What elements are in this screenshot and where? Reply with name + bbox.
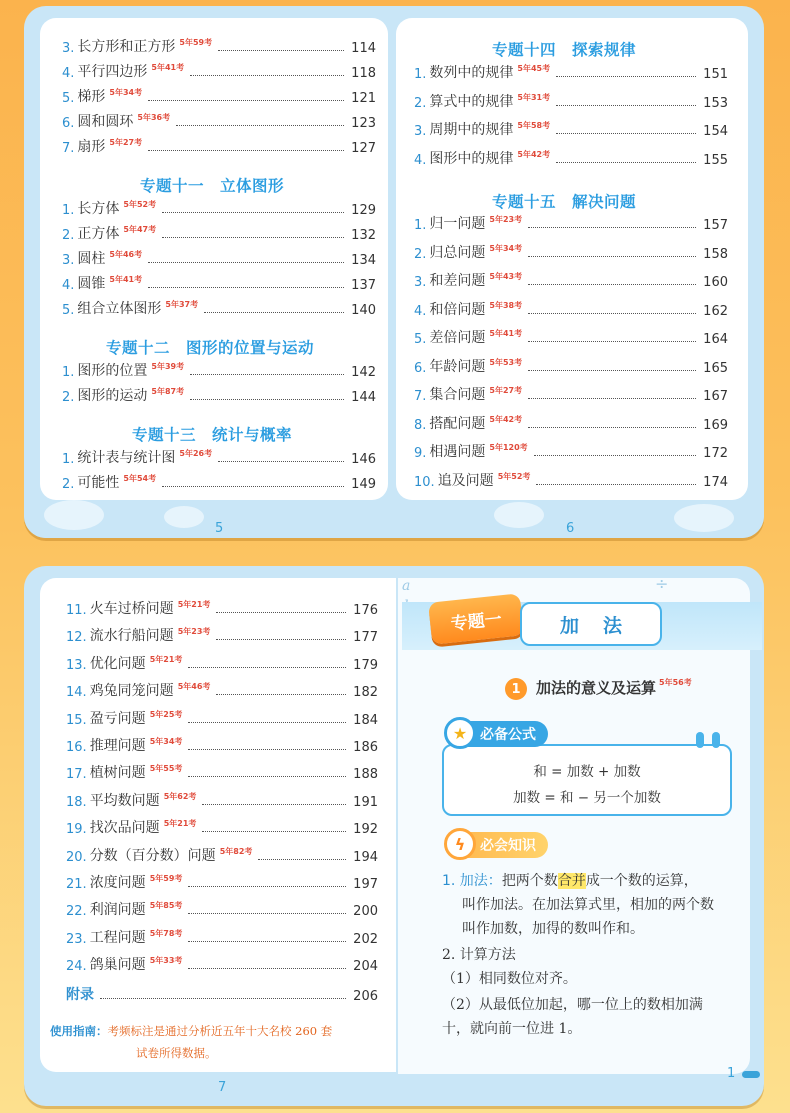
toc-row (414, 468, 728, 490)
cloud-shape (164, 506, 204, 528)
toc-row-number: 13. (66, 657, 87, 673)
toc-row-page: 144 (351, 390, 376, 405)
toc-row-number: 19. (66, 822, 87, 838)
frequency-badge: 5年27考 (109, 138, 143, 147)
toc-row-title: 搭配问题 (429, 415, 486, 432)
toc-row-title: 找次品问题 (89, 820, 160, 837)
toc-row-page: 142 (351, 365, 376, 380)
toc-row-title: 推理问题 (89, 738, 146, 754)
knowledge-line: （1）相同数位对齐。 (442, 971, 577, 987)
toc-row (66, 678, 378, 700)
lesson-number-badge: 1 (505, 678, 527, 700)
toc-row (66, 623, 378, 645)
leader-dots (528, 313, 696, 314)
toc-row-number: 2. (62, 477, 75, 492)
toc-row (62, 84, 376, 106)
toc-row-title: 集合问题 (429, 387, 486, 403)
toc-row-title: 数列中的规律 (429, 65, 514, 81)
toc-row-number: 7. (62, 141, 75, 156)
leader-dots (190, 75, 344, 76)
toc-row-page: 121 (351, 91, 376, 106)
toc-row-title: 梯形 (77, 89, 106, 105)
cloud-footer (24, 494, 764, 538)
leader-dots (218, 50, 344, 51)
leader-dots (216, 694, 346, 695)
leader-dots (190, 374, 344, 375)
toc-row-page: 154 (703, 124, 728, 139)
toc-row-title: 工程问题 (89, 929, 146, 946)
toc-row-number: 10. (414, 474, 435, 490)
frequency-badge: 5年43考 (489, 272, 523, 281)
toc-row-title: 算式中的规律 (429, 93, 514, 110)
toc-row-page: 192 (353, 822, 378, 838)
topic-heading-14: 专题十四 探索规律 (492, 41, 637, 59)
toc-row-title: 归总问题 (429, 244, 486, 261)
toc-row-number: 2. (62, 390, 75, 405)
leader-dots (556, 105, 696, 106)
leader-dots (148, 287, 344, 288)
toc-row-title: 流水行船问题 (89, 628, 174, 645)
toc-row-page: 146 (351, 452, 376, 467)
toc-row (414, 382, 728, 404)
frequency-badge: 5年41考 (489, 329, 523, 338)
leader-dots (202, 831, 346, 832)
page-number-right: 6 (566, 521, 575, 536)
leader-dots (258, 859, 346, 860)
toc-row-page: 114 (351, 41, 376, 56)
toc-row (62, 445, 376, 467)
leader-dots (556, 162, 696, 163)
frequency-badge: 5年87考 (151, 387, 185, 396)
toc-row-page: 155 (703, 152, 728, 168)
formula-line: 和 = 加数 + 加数 (533, 764, 641, 780)
frequency-badge: 5年59考 (179, 38, 213, 47)
math-decoration: a (402, 578, 411, 594)
frequency-badge: 5年33考 (149, 956, 183, 966)
leader-dots (162, 237, 344, 238)
toc-row-number: 5. (62, 91, 75, 106)
toc-row-page: 165 (703, 360, 728, 376)
frequency-badge: 5年58考 (517, 121, 551, 130)
toc-row-number: 7. (414, 389, 427, 404)
topic-heading-15: 专题十五 解决问题 (492, 193, 637, 211)
toc-row-title: 统计表与统计图 (77, 450, 176, 466)
toc-row (62, 296, 376, 318)
leader-dots (188, 776, 346, 777)
toc-row (66, 788, 378, 810)
toc-row-title: 长方体 (77, 201, 120, 217)
toc-row-title: 相遇问题 (429, 444, 486, 460)
toc-row (62, 470, 376, 492)
toc-row-title: 圆锥 (77, 276, 106, 292)
knowledge-line: 十，就向前一位进 1。 (442, 1021, 582, 1037)
toc-row-page: 164 (703, 332, 728, 347)
frequency-badge: 5年42考 (489, 414, 523, 424)
toc-row (414, 211, 728, 233)
leader-dots (528, 398, 696, 399)
frequency-badge: 5年34考 (489, 243, 523, 253)
toc-row-page: 204 (353, 959, 378, 975)
toc-row-page: 182 (353, 685, 378, 701)
toc-row-number: 17. (66, 767, 87, 783)
toc-row-title: 浓度问题 (89, 875, 146, 891)
topic-heading-12: 专题十二 图形的位置与运动 (106, 339, 315, 357)
toc-row (62, 196, 376, 218)
toc-row-page: 188 (353, 767, 378, 783)
toc-row (62, 109, 376, 131)
knowledge-heading: 2. 计算方法 (442, 947, 516, 963)
toc-row (414, 325, 728, 347)
toc-row (62, 134, 376, 156)
leader-dots (188, 886, 346, 887)
frequency-badge: 5年23考 (177, 627, 211, 637)
frequency-badge: 5年25考 (149, 709, 183, 719)
toc-row-number: 6. (62, 116, 75, 131)
toc-row-number: 3. (414, 275, 427, 290)
frequency-badge: 5年46考 (109, 250, 143, 259)
toc-row (414, 60, 728, 82)
toc-row-title: 追及问题 (437, 472, 494, 489)
leader-dots (534, 455, 696, 456)
toc-row-number: 3. (62, 253, 75, 268)
toc-row-page: 157 (703, 218, 728, 233)
frequency-badge: 5年34考 (149, 737, 183, 746)
toc-row-page: 134 (351, 253, 376, 268)
frequency-badge: 5年46考 (177, 682, 211, 692)
leader-dots (204, 312, 344, 313)
toc-row-title: 差倍问题 (429, 330, 486, 346)
frequency-badge: 5年39考 (151, 362, 185, 371)
toc-row-number: 16. (66, 740, 87, 755)
leader-dots (190, 399, 344, 400)
formula-line: 加数 = 和 − 另一个加数 (513, 790, 661, 806)
toc-row (66, 760, 378, 782)
toc-row-title: 正方体 (77, 226, 120, 242)
toc-row-page: 118 (351, 66, 376, 81)
toc-row (62, 383, 376, 405)
leader-dots (162, 212, 344, 213)
leader-dots (188, 749, 346, 750)
lesson-title: 加法的意义及运算 $^{5年56考}$ (536, 678, 692, 697)
toc-row-number: 1. (414, 218, 427, 233)
toc-row (62, 34, 376, 56)
frequency-badge: 5年62考 (163, 791, 197, 801)
toc-row (66, 733, 378, 755)
toc-row-title: 周期中的规律 (429, 122, 514, 138)
toc-row-page: 140 (351, 303, 376, 318)
leader-dots (218, 461, 344, 462)
leader-dots (162, 486, 344, 487)
knowledge-line: 叫作加数，加得的数叫作和。 (462, 921, 644, 937)
page-tab-mark (742, 1071, 760, 1078)
toc-row-number: 5. (414, 332, 427, 347)
toc-row-title: 盈亏问题 (89, 710, 146, 727)
toc-row-page: 137 (351, 278, 376, 293)
toc-row (414, 89, 728, 111)
toc-row-number: 4. (62, 278, 75, 293)
toc-row-title: 圆和圆环 (77, 114, 134, 130)
toc-row-page: 158 (703, 246, 728, 262)
page-number-left: 5 (215, 521, 224, 536)
leader-dots (148, 100, 344, 101)
toc-row-title: 长方形和正方形 (77, 39, 176, 55)
toc-row-page: 160 (703, 275, 728, 290)
toc-row (414, 297, 728, 319)
toc-row-number: 15. (66, 712, 87, 728)
toc-row-number: 1. (414, 67, 427, 82)
toc-row-page: 167 (703, 389, 728, 404)
usage-guide: 使用指南：考频标注是通过分析近五年十大名校 260 套 试卷所得数据。 (50, 1024, 333, 1060)
toc-row (66, 651, 378, 673)
topic-heading-13: 专题十三 统计与概率 (132, 426, 293, 444)
toc-row (62, 59, 376, 81)
toc-row-number: 22. (66, 904, 87, 920)
leader-dots (528, 227, 696, 228)
formula-box (442, 744, 732, 816)
frequency-badge: 5年41考 (151, 63, 185, 72)
toc-row-page: 151 (703, 67, 728, 82)
frequency-badge: 5年59考 (149, 874, 183, 883)
toc-row-number: 24. (66, 959, 87, 975)
frequency-badge: 5年27考 (489, 386, 523, 395)
frequency-badge: 5年21考 (149, 654, 183, 664)
frequency-badge: 5年36考 (137, 113, 171, 122)
frequency-badge: 5年82考 (219, 846, 253, 856)
leader-dots (188, 722, 346, 723)
toc-row (66, 925, 378, 947)
toc-row-title: 图形的运动 (77, 388, 148, 404)
toc-row-title: 年龄问题 (429, 358, 486, 375)
leader-dots (216, 612, 346, 613)
toc-row (66, 870, 378, 892)
leader-dots (176, 125, 344, 126)
frequency-badge: 5年78考 (149, 928, 183, 938)
toc-row (62, 358, 376, 380)
toc-row-number: 12. (66, 630, 87, 646)
leader-dots (188, 913, 346, 914)
leader-dots (528, 284, 696, 285)
leader-dots (216, 639, 346, 640)
toc-row (414, 354, 728, 376)
knowledge-line: （2）从最低位加起，哪一位上的数相加满 (442, 997, 703, 1013)
toc-row-number: 9. (414, 446, 427, 461)
toc-row-title: 利润问题 (89, 902, 146, 919)
frequency-badge: 5年21考 (177, 600, 211, 609)
toc-row-title: 图形中的规律 (429, 150, 514, 167)
toc-row (414, 411, 728, 433)
toc-row-page: 179 (353, 657, 378, 673)
toc-row-page: 200 (353, 904, 378, 920)
toc-row (414, 146, 728, 168)
toc-row-number: 23. (66, 931, 87, 947)
toc-row (66, 815, 378, 837)
frequency-badge: 5年53考 (489, 357, 523, 367)
toc-row-page: 184 (353, 712, 378, 728)
toc-row-page: 127 (351, 141, 376, 156)
page-number-left-2: 7 (218, 1080, 227, 1095)
topic-heading-11: 专题十一 立体图形 (140, 177, 285, 195)
topic-tag: 专题一 (428, 593, 524, 644)
knowledge-tag: ϟ 必会知识 (450, 832, 548, 858)
frequency-badge: 5年23考 (489, 215, 523, 224)
toc-row-number: 2. (62, 228, 75, 243)
toc-row-number: 3. (414, 124, 427, 139)
frequency-badge: 5年41考 (109, 275, 143, 284)
leader-dots (528, 370, 696, 371)
leader-dots (528, 427, 696, 428)
toc-row-number: 4. (414, 303, 427, 319)
toc-row-number: 5. (62, 303, 75, 318)
toc-row-page: 186 (353, 740, 378, 755)
toc-row (66, 706, 378, 728)
toc-row-page: 153 (703, 95, 728, 111)
toc-row-number: 4. (414, 152, 427, 168)
toc-row-number: 11. (66, 603, 87, 618)
toc-row-title: 火车过桥问题 (89, 601, 174, 617)
toc-row-title: 平行四边形 (77, 64, 148, 80)
toc-row-number: 14. (66, 685, 87, 701)
toc-row-page: 169 (703, 417, 728, 433)
toc-row-title: 鸽巢问题 (89, 957, 146, 974)
toc-row (414, 439, 728, 461)
toc-row-number: 6. (414, 360, 427, 376)
toc-row-page: 176 (353, 603, 378, 618)
toc-row-page: 172 (703, 446, 728, 461)
leader-dots (528, 256, 696, 257)
toc-row (66, 897, 378, 919)
toc-row-number: 18. (66, 794, 87, 810)
leader-dots (188, 667, 346, 668)
page-number-right-2: 1 (727, 1066, 736, 1081)
leader-dots (556, 133, 696, 134)
toc-row-page: 129 (351, 203, 376, 218)
toc-row-page: 132 (351, 228, 376, 243)
toc-row (66, 952, 378, 974)
toc-row-page: 174 (703, 474, 728, 490)
toc-row-page: 177 (353, 630, 378, 646)
knowledge-line: 叫作加法。在加法算式里，相加的两个数 (462, 897, 714, 913)
toc-row-title: 优化问题 (89, 655, 146, 672)
toc-row-appendix: 附录 206 (66, 987, 378, 1004)
toc-row-number: 3. (62, 41, 75, 56)
toc-row-number: 1. (62, 452, 75, 467)
toc-row (414, 117, 728, 139)
cloud-shape (44, 500, 104, 530)
frequency-badge: 5年42考 (517, 149, 551, 159)
frequency-badge: 5年54考 (123, 474, 157, 483)
frequency-badge: 5年85考 (149, 901, 183, 911)
toc-row-number: 1. (62, 203, 75, 218)
toc-row-page: 194 (353, 849, 378, 865)
toc-row-title: 分数（百分数）问题 (89, 847, 216, 864)
cloud-shape (674, 504, 734, 532)
toc-row-page: 162 (703, 303, 728, 319)
frequency-badge: 5年45考 (517, 64, 551, 73)
toc-row-title: 组合立体图形 (77, 301, 162, 317)
frequency-badge: 5年55考 (149, 764, 183, 774)
toc-row (414, 268, 728, 290)
toc-row (62, 271, 376, 293)
leader-dots (188, 968, 346, 969)
toc-row-number: 8. (414, 417, 427, 433)
cloud-shape (494, 502, 544, 528)
leader-dots (202, 804, 346, 805)
knowledge-line: 1. 加法：把两个数合并成一个数的运算， (442, 873, 698, 889)
toc-row-page: 149 (351, 477, 376, 492)
toc-row-title: 归一问题 (429, 216, 486, 232)
toc-row-title: 图形的位置 (77, 363, 148, 379)
toc-row-title: 植树问题 (89, 765, 146, 782)
toc-row-title: 可能性 (77, 475, 120, 491)
toc-row-title: 平均数问题 (89, 792, 160, 809)
formula-tag: ★ 必备公式 (450, 721, 548, 747)
math-decoration: ÷ (655, 574, 669, 593)
leader-dots (148, 262, 344, 263)
toc-row (62, 221, 376, 243)
frequency-badge: 5年26考 (179, 449, 213, 458)
frequency-badge: 5年47考 (123, 225, 157, 234)
leader-dots (536, 484, 696, 485)
toc-row-page: 197 (353, 877, 378, 892)
toc-row-page: 123 (351, 116, 376, 131)
toc-row-page: 191 (353, 794, 378, 810)
toc-row (66, 843, 378, 865)
topic-title: 加法 (520, 602, 662, 646)
frequency-badge: 5年37考 (165, 300, 199, 309)
toc-row-title: 和倍问题 (429, 301, 486, 318)
frequency-badge: 5年120考 (489, 443, 528, 452)
toc-row-number: 2. (414, 246, 427, 262)
leader-dots (556, 76, 696, 77)
toc-row-title: 鸡兔同笼问题 (89, 683, 174, 700)
frequency-badge: 5年21考 (163, 819, 197, 829)
leader-dots (188, 941, 346, 942)
toc-row (66, 596, 378, 618)
frequency-badge: 5年52考 (123, 200, 157, 209)
star-icon: ★ (444, 717, 476, 749)
frequency-badge: 5年31考 (517, 92, 551, 102)
toc-row-title: 扇形 (77, 139, 106, 155)
toc-row-number: 21. (66, 877, 87, 892)
toc-row-title: 圆柱 (77, 251, 106, 267)
toc-row (62, 246, 376, 268)
toc-row-number: 20. (66, 849, 87, 865)
toc-row-title: 和差问题 (429, 273, 486, 289)
toc-row (414, 240, 728, 262)
frequency-badge: 5年34考 (109, 88, 143, 97)
toc-row-number: 1. (62, 365, 75, 380)
toc-row-number: 4. (62, 66, 75, 81)
leader-dots (528, 341, 696, 342)
frequency-badge: 5年38考 (489, 300, 523, 310)
leader-dots (148, 150, 344, 151)
toc-row-number: 2. (414, 95, 427, 111)
toc-row-page: 202 (353, 931, 378, 947)
lightning-icon: ϟ (444, 828, 476, 860)
frequency-badge: 5年52考 (497, 471, 531, 481)
